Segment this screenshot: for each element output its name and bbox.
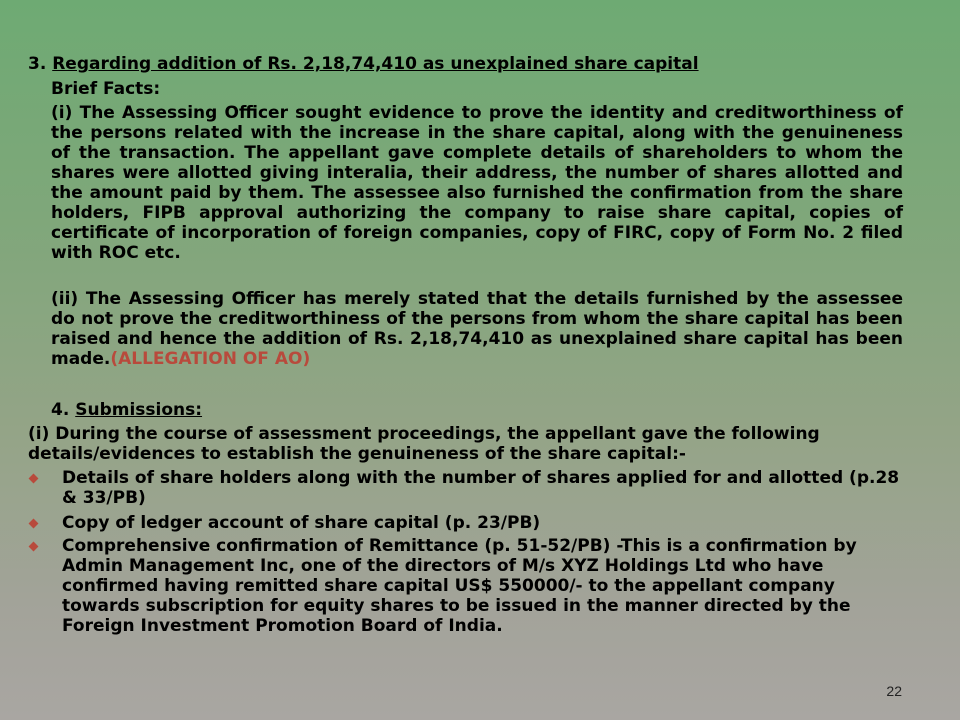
paragraph-ii: [51, 289, 903, 369]
allegation-label: (ALLEGATION OF AO): [110, 349, 311, 369]
section-3-title: Regarding addition of Rs. 2,18,74,410 as unexplained share capital: [52, 54, 699, 74]
diamond-bullet-icon: [29, 519, 39, 529]
page-number: 22: [886, 683, 902, 699]
list-item: [30, 536, 910, 636]
bullet-text: Copy of ledger account of share capital (p. 23/PB): [62, 513, 541, 533]
bullet-text: Comprehensive confirmation of Remittance (p. 51-52/PB) -This is a confirmation by Admin Management Inc, one of the directors of M/s XYZ Holdings Ltd who have confirmed having remitted share capital US$ 550000/- to the appellant company towards subscription for equity shares to be issued in the manner directed by the Foreign Investment Promotion Board of India.: [62, 536, 857, 636]
section-3-number: 3.: [28, 54, 47, 74]
section-4-number: 4.: [51, 400, 70, 420]
section-3-heading: [28, 54, 699, 74]
diamond-bullet-icon: [29, 474, 39, 484]
section-4-heading: [51, 400, 202, 420]
paragraph-ii-text: (ii) The Assessing Officer has merely stated that the details furnished by the assessee do not prove the creditworthiness of the persons from whom the share capital has been raised and hence the addition of Rs. 2,18,74,410 as unexplained share capital has been made.: [51, 289, 903, 369]
diamond-bullet-icon: [29, 542, 39, 552]
submissions-intro: [28, 424, 898, 464]
section-4-title: Submissions:: [75, 400, 203, 420]
submissions-intro-text: (i) During the course of assessment proceedings, the appellant gave the following details/evidences to establish the genuineness of the share capital:-: [28, 424, 820, 464]
list-item: [30, 468, 910, 510]
brief-facts-label: Brief Facts:: [51, 79, 161, 99]
list-item: [30, 513, 910, 535]
paragraph-i: (i) The Assessing Officer sought evidence to prove the identity and creditworthiness of the persons related with the increase in the share capital, along with the genuineness of the transaction. The appellant gave complete details of shareholders to whom the shares were allotted giving interalia, their address, the number of shares allotted and the amount paid by them. The assessee also furnished the confirmation from the share holders, FIPB approval authorizing the company to raise share capital, copies of certificate of incorporation of foreign companies, copy of FIRC, copy of Form No. 2 filed with ROC etc.: [51, 103, 903, 263]
bullet-text: Details of share holders along with the number of shares applied for and allotted (p.28 & 33/PB): [62, 468, 900, 508]
